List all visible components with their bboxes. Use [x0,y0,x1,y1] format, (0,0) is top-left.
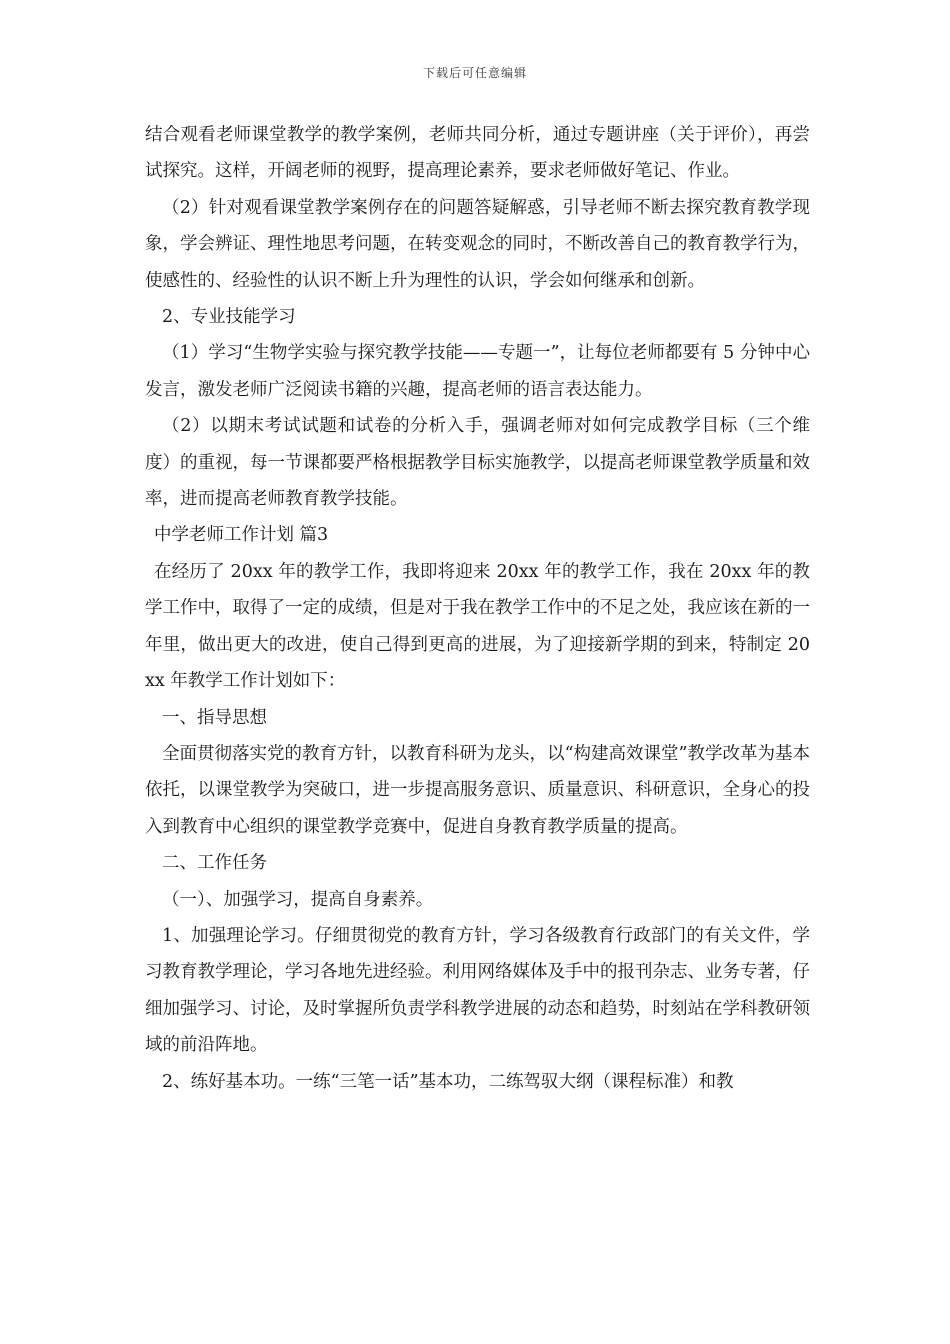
section-heading-skills: 2、专业技能学习 [162,307,296,328]
paragraph-case-analysis: 结合观看老师课堂教学的教学案例，老师共同分析，通过专题讲座（关于评价），再尝试探究。这样，开阔老师的视野，提高理论素养，要求老师做好笔记、作业。 [145,125,810,182]
page-header-note: 下载后可任意编辑 [422,66,527,80]
paragraph-basic-skills: 2、练好基本功。一练“三笔一话”基本功，二练驾驭大纲（课程标准）和教 [162,1071,734,1092]
paragraph-intro: 在经历了 20xx 年的教学工作，我即将迎来 20xx 年的教学工作，我在 20xx 年的教学工作中，取得了一定的成绩，但是对于我在教学工作中的不足之处，我应该在新的一年里，做出更大的改进，使自己得到更高的进展，为了迎接新学期的到来，特制定 20xx 年教学工作计划如下： [145,561,810,692]
section-heading-tasks: 二、工作任务 [162,853,267,874]
paragraph-item-2-exam: （2）以期末考试试题和试卷的分析入手，强调老师对如何完成教学目标（三个维度）的重视，每一节课都要严格根据教学目标实施教学，以提高老师课堂教学质量和效率，进而提高老师教育教学技能。 [145,416,810,510]
document-title-part3: 中学老师工作计划 篇3 [154,525,329,546]
document-body [145,117,810,1100]
paragraph-guiding-thought: 全面贯彻落实党的教育方针，以教育科研为龙头，以“构建高效课堂”教学改革为基本依托，以课堂教学为突破口，进一步提高服务意识、质量意识、科研意识，全身心的投入到教育中心组织的课堂教学竞赛中，促进自身教育教学质量的提高。 [145,743,810,837]
subsection-heading-study: （一）、加强学习，提高自身素养。 [162,889,434,910]
paragraph-theory-study: 1、加强理论学习。仔细贯彻党的教育方针，学习各级教育行政部门的有关文件，学习教育教学理论，学习各地先进经验。利用网络媒体及手中的报刊杂志、业务专著，仔细加强学习、讨论，及时掌握所负责学科教学进展的动态和趋势，时刻站在学科教研领域的前沿阵地。 [145,925,810,1056]
paragraph-item-1-study: （1）学习“生物学实验与探究教学技能——专题一”，让每位老师都要有 5 分钟中心发言，激发老师广泛阅读书籍的兴趣，提高老师的语言表达能力。 [145,343,810,400]
section-heading-guiding-thought: 一、指导思想 [162,707,267,728]
paragraph-item-2-qa: （2）针对观看课堂教学案例存在的问题答疑解惑，引导老师不断去探究教育教学现象，学会辨证、理性地思考问题，在转变观念的同时，不断改善自己的教育教学行为，使感性的、经验性的认识不断上升为理性的认识，学会如何继承和创新。 [145,197,810,291]
